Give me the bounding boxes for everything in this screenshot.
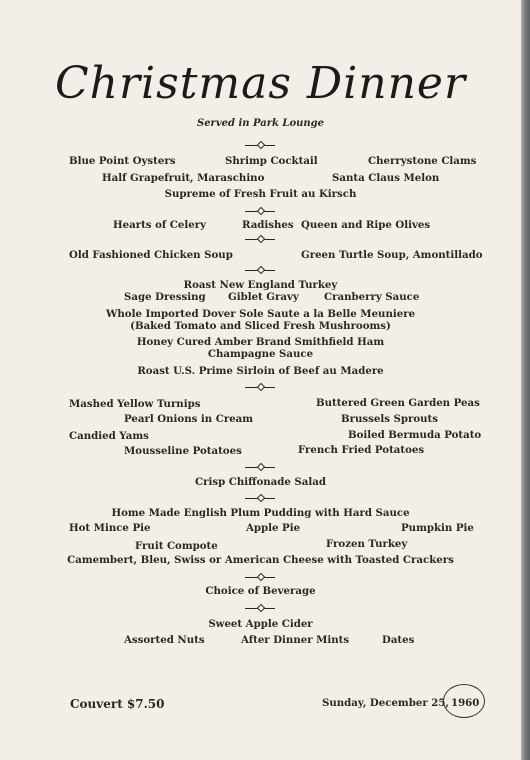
- couvert-price: Couvert $7.50: [70, 697, 165, 711]
- menu-item: Dates: [382, 634, 415, 646]
- menu-item: Santa Claus Melon: [332, 172, 440, 184]
- menu-item: Sage Dressing: [124, 291, 206, 303]
- menu-item: Mashed Yellow Turnips: [69, 398, 201, 410]
- section-divider: [245, 235, 275, 243]
- menu-item: After Dinner Mints: [241, 634, 350, 646]
- menu-item: Assorted Nuts: [124, 634, 205, 646]
- section-divider: [245, 573, 275, 581]
- menu-item: Champagne Sauce: [207, 348, 314, 360]
- menu-item: Home Made English Plum Pudding with Hard Sauce: [111, 507, 410, 519]
- page-edge: [521, 0, 530, 760]
- menu-item: (Baked Tomato and Sliced Fresh Mushrooms): [130, 320, 391, 332]
- section-divider: [245, 463, 275, 471]
- menu-item: Cherrystone Clams: [368, 155, 477, 167]
- menu-item: Queen and Ripe Olives: [301, 219, 431, 231]
- menu-item: Green Turtle Soup, Amontillado: [301, 249, 483, 261]
- menu-item: Crisp Chiffonade Salad: [194, 476, 326, 488]
- menu-item: Whole Imported Dover Sole Saute a la Belle Meuniere: [105, 308, 416, 320]
- menu-item: Radishes: [242, 219, 294, 231]
- menu-item: Shrimp Cocktail: [225, 155, 318, 167]
- menu-item: Half Grapefruit, Maraschino: [102, 172, 265, 184]
- menu-item: Honey Cured Amber Brand Smithfield Ham: [136, 336, 385, 348]
- menu-item: Blue Point Oysters: [69, 155, 176, 167]
- menu-item: Frozen Turkey: [326, 538, 408, 550]
- menu-item: Pumpkin Pie: [401, 522, 474, 534]
- menu-year: 1960: [451, 697, 480, 709]
- section-divider: [245, 266, 275, 274]
- menu-item: Buttered Green Garden Peas: [316, 397, 480, 409]
- menu-item: Hearts of Celery: [113, 219, 207, 231]
- menu-item: Camembert, Bleu, Swiss or American Cheese with Toasted Crackers: [67, 554, 454, 566]
- menu-title: Christmas Dinner: [55, 58, 466, 109]
- menu-item: Cranberry Sauce: [324, 291, 420, 303]
- menu-item: Brussels Sprouts: [341, 413, 438, 425]
- menu-item: Candied Yams: [69, 430, 149, 442]
- menu-item: French Fried Potatoes: [298, 444, 425, 456]
- section-divider: [245, 141, 275, 149]
- menu-item: Giblet Gravy: [228, 291, 299, 303]
- menu-item: Apple Pie: [246, 522, 301, 534]
- section-divider: [245, 604, 275, 612]
- menu-item: Fruit Compote: [135, 540, 218, 552]
- menu-date: Sunday, December 25,: [322, 697, 449, 709]
- menu-item: Boiled Bermuda Potato: [348, 429, 482, 441]
- menu-item: Sweet Apple Cider: [208, 618, 313, 630]
- menu-item: Pearl Onions in Cream: [124, 413, 254, 425]
- menu-item: Supreme of Fresh Fruit au Kirsch: [164, 188, 357, 200]
- menu-item: Roast U.S. Prime Sirloin of Beef au Madere: [137, 365, 384, 377]
- section-divider: [245, 494, 275, 502]
- menu-subtitle: Served in Park Lounge: [196, 118, 325, 129]
- handwritten-circle: [443, 684, 485, 718]
- menu-item: Hot Mince Pie: [69, 522, 151, 534]
- section-divider: [245, 207, 275, 215]
- menu-item: Mousseline Potatoes: [124, 445, 242, 457]
- menu-item: Roast New England Turkey: [183, 279, 338, 291]
- menu-item: Old Fashioned Chicken Soup: [69, 249, 233, 261]
- menu-item: Choice of Beverage: [205, 585, 316, 597]
- section-divider: [245, 383, 275, 391]
